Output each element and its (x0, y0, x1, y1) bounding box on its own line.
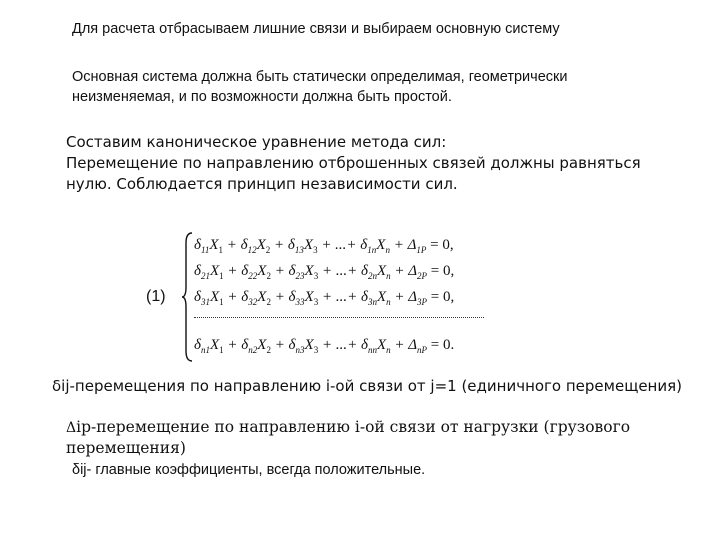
equation-system (182, 231, 492, 363)
delta-icon: Δ (66, 420, 77, 436)
canonical-line-1: Составим каноническое уравнение метода сил: (66, 133, 447, 151)
dotted-separator (194, 317, 484, 318)
canonical-line-3: нулю. Соблюдается принцип независимости сил. (66, 175, 458, 193)
canonical-line-2: Перемещение по направлению отброшенных связей должны равняться (66, 154, 641, 172)
equation-row-1: $\delta_{11}X_1 + \delta_{12}X_2 + \delta_{13}X_3$ + ...+ $\delta_{1n}X_n + \Delta_{1P} = 0$, (194, 237, 454, 255)
equation-number: (1) (146, 288, 166, 305)
definition-delta-ij: δij-перемещения по направлению i-ой связи от j=1 (единичного перемещения) (52, 377, 682, 395)
requirement-line-2: неизменяемая, и по возможности должна быть простой. (72, 89, 452, 105)
equation-row-3: $\delta_{31}X_1 + \delta_{32}X_2 + \delta_{33}X_3$ + ...+ $\delta_{3n}X_n + \Delta_{3P} = 0$, (194, 289, 455, 307)
definition-delta-ip-line-1: Δip-перемещение по направлению i-ой связи от нагрузки (грузового (66, 418, 631, 436)
definition-delta-ip-line-2: перемещения) (66, 439, 186, 457)
equation-row-2: $\delta_{21}X_1 + \delta_{22}X_2 + \delta_{23}X_3$ + ...+ $\delta_{2n}X_n + \Delta_{2P} = 0$, (194, 263, 455, 281)
intro-line: Для расчета отбрасываем лишние связи и выбираем основную систему (72, 21, 560, 37)
definition-main-coefficients: δij- главные коэффициенты, всегда положительные. (72, 462, 426, 478)
equation-row-4: $\delta_{n1}X_1 + \delta_{n2}X_2 + \delta_{n3}X_3$ + ...+ $\delta_{nn}X_n + \Delta_{nP} = 0$. (194, 337, 455, 355)
requirement-line-1: Основная система должна быть статически определимая, геометрически (72, 69, 568, 85)
left-brace-icon (182, 231, 194, 363)
